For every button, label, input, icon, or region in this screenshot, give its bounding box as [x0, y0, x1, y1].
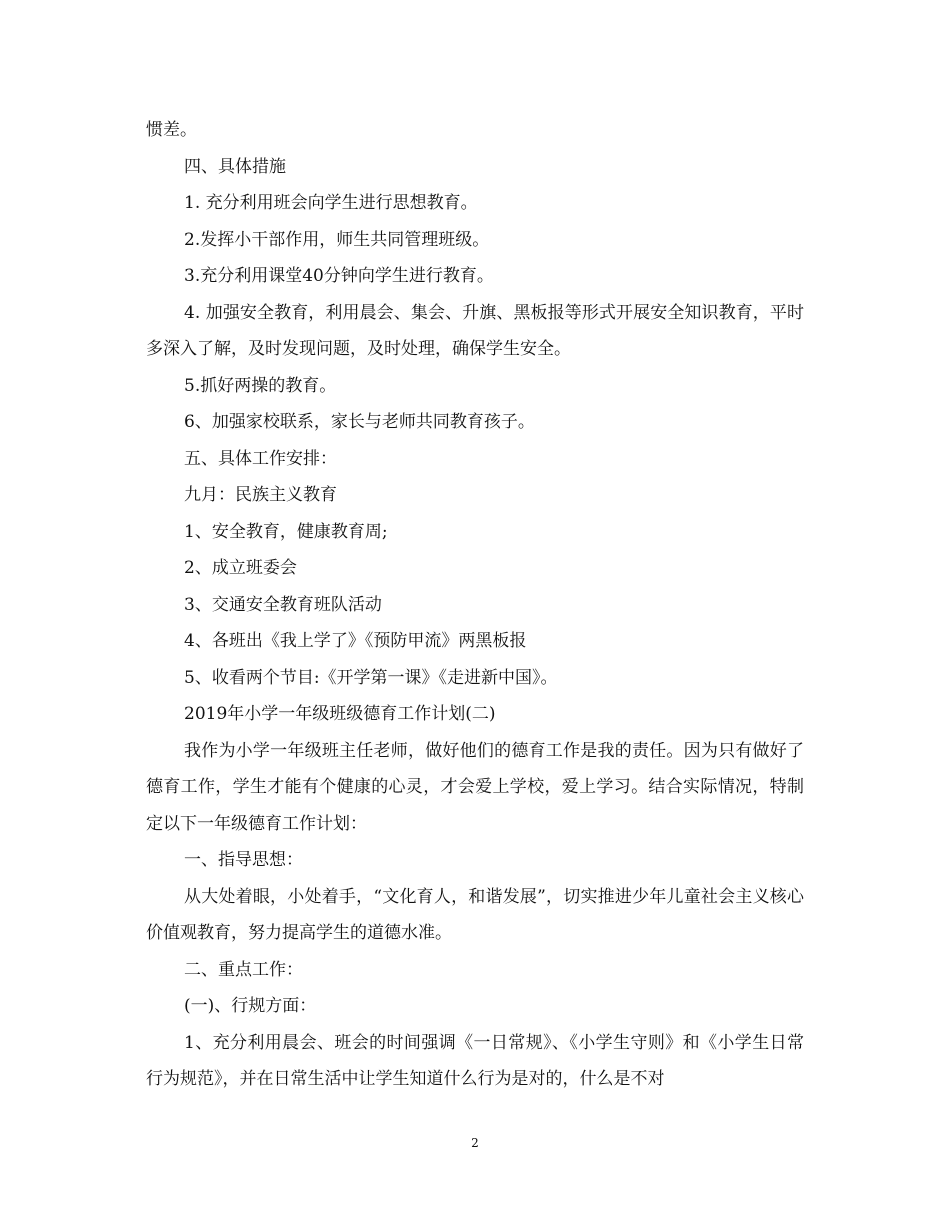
schedule-month: 九月：民族主义教育 [184, 485, 337, 505]
subheading-conduct: (一)、行规方面： [184, 996, 317, 1016]
section-title: 2019年小学一年级班级德育工作计划(二) [184, 704, 496, 724]
heading-guiding-ideology: 一、指导思想： [184, 850, 303, 870]
heading-key-work: 二、重点工作： [184, 959, 303, 980]
list-item: 5.抓好两操的教育。 [184, 375, 337, 396]
list-item: 4. 加强安全教育，利用晨会、集会、升旗、黑板报等形式开展安全知识教育，平时多深入了解，及时发现问题，及时处理，确保学生安全。 [146, 302, 804, 359]
list-item: 3、交通安全教育班队活动 [184, 594, 382, 615]
heading-concrete-measures: 四、具体措施 [184, 156, 286, 177]
list-item: 1、安全教育，健康教育周; [184, 521, 388, 542]
document-body [146, 112, 804, 1098]
list-item: 1. 充分利用班会向学生进行思想教育。 [184, 193, 478, 213]
list-item: 3.充分利用课堂40分钟向学生进行教育。 [184, 266, 494, 286]
paragraph-intro: 我作为小学一年级班主任老师，做好他们的德育工作是我的责任。因为只有做好了德育工作，学生才能有个健康的心灵，才会爱上学校，爱上学习。结合实际情况，特制定以下一年级德育工作计划： [146, 740, 804, 834]
heading-work-schedule: 五、具体工作安排： [184, 448, 337, 469]
paragraph-ideology: 从大处着眼，小处着手，“文化育人，和谐发展”，切实推进少年儿童社会主义核心价值观教育，努力提高学生的道德水准。 [146, 886, 804, 943]
list-item: 5、收看两个节目:《开学第一课》《走进新中国》。 [184, 667, 558, 688]
list-item: 2、成立班委会 [184, 558, 297, 578]
page-number: 2 [471, 1136, 479, 1150]
list-item: 6、加强家校联系，家长与老师共同教育孩子。 [184, 412, 535, 432]
list-item: 2.发挥小干部作用，师生共同管理班级。 [184, 229, 490, 250]
list-item: 1、充分利用晨会、班会的时间强调《一日常规》、《小学生守则》和《小学生日常行为规范》，并在日常生活中让学生知道什么行为是对的，什么是不对 [146, 1032, 804, 1089]
paragraph-0: 惯差。 [146, 120, 197, 140]
list-item: 4、各班出《我上学了》《预防甲流》两黑板报 [184, 631, 527, 651]
